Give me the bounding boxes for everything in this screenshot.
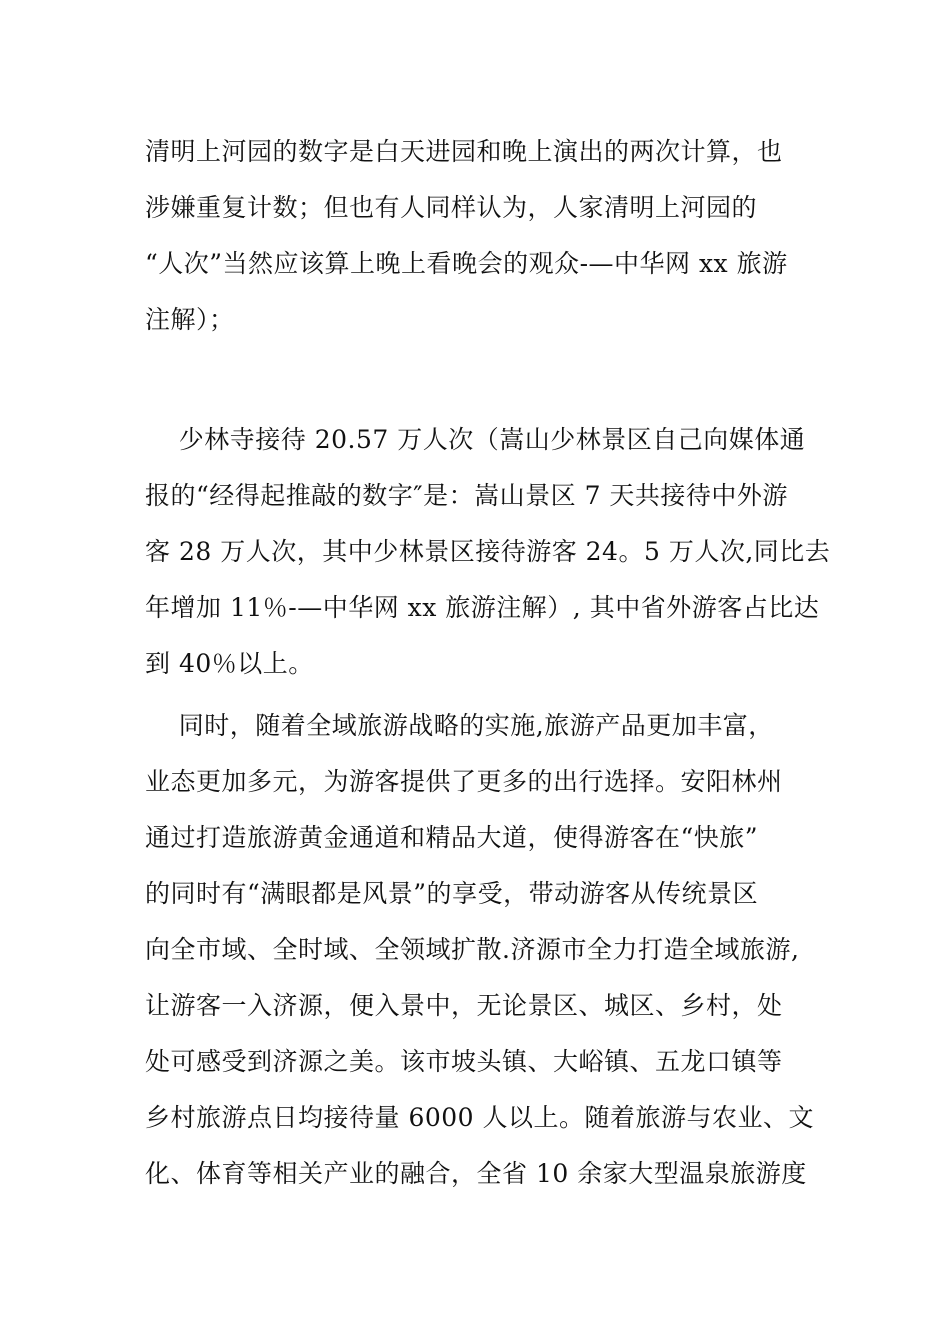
paragraph-1 <box>145 124 825 348</box>
text-line: 通过打造旅游黄金通道和精品大道，使得游客在“快旅” <box>145 823 759 852</box>
text-line: 的同时有“满眼都是风景”的享受，带动游客从传统景区 <box>145 879 759 908</box>
text-line: 让游客一入济源，便入景中，无论景区、城区、乡村，处 <box>145 991 783 1020</box>
text-line: 业态更加多元，为游客提供了更多的出行选择。安阳林州 <box>145 767 783 796</box>
text-line: 注解）； <box>145 305 235 334</box>
text-line: 向全市域、全时域、全领域扩散.济源市全力打造全域旅游, <box>145 935 800 964</box>
text-line: 化、体育等相关产业的融合，全省 10 余家大型温泉旅游度 <box>145 1159 807 1188</box>
paragraph-2 <box>145 412 831 692</box>
text-line: 同时，随着全域旅游战略的实施,旅游产品更加丰富， <box>145 711 774 740</box>
text-line: 处可感受到济源之美。该市坡头镇、大峪镇、五龙口镇等 <box>145 1047 783 1076</box>
text-line: 年增加 11％-—中华网 xx 旅游注解）, 其中省外游客占比达 <box>145 593 820 622</box>
text-line: 报的“经得起推敲的数字″是：嵩山景区 7 天共接待中外游 <box>145 481 788 510</box>
text-line: 客 28 万人次，其中少林景区接待游客 24。5 万人次,同比去 <box>145 537 831 566</box>
text-line: 清明上河园的数字是白天进园和晚上演出的两次计算，也 <box>145 137 783 166</box>
text-line: 到 40％以上。 <box>145 649 314 678</box>
text-line: 少林寺接待 20.57 万人次（嵩山少林景区自己向媒体通 <box>145 425 806 454</box>
paragraph-3 <box>145 698 825 1202</box>
text-line: 乡村旅游点日均接待量 6000 人以上。随着旅游与农业、文 <box>145 1103 815 1132</box>
text-line: “人次”当然应该算上晚上看晚会的观众-—中华网 xx 旅游 <box>145 249 788 278</box>
text-line: 涉嫌重复计数；但也有人同样认为，人家清明上河园的 <box>145 193 758 222</box>
